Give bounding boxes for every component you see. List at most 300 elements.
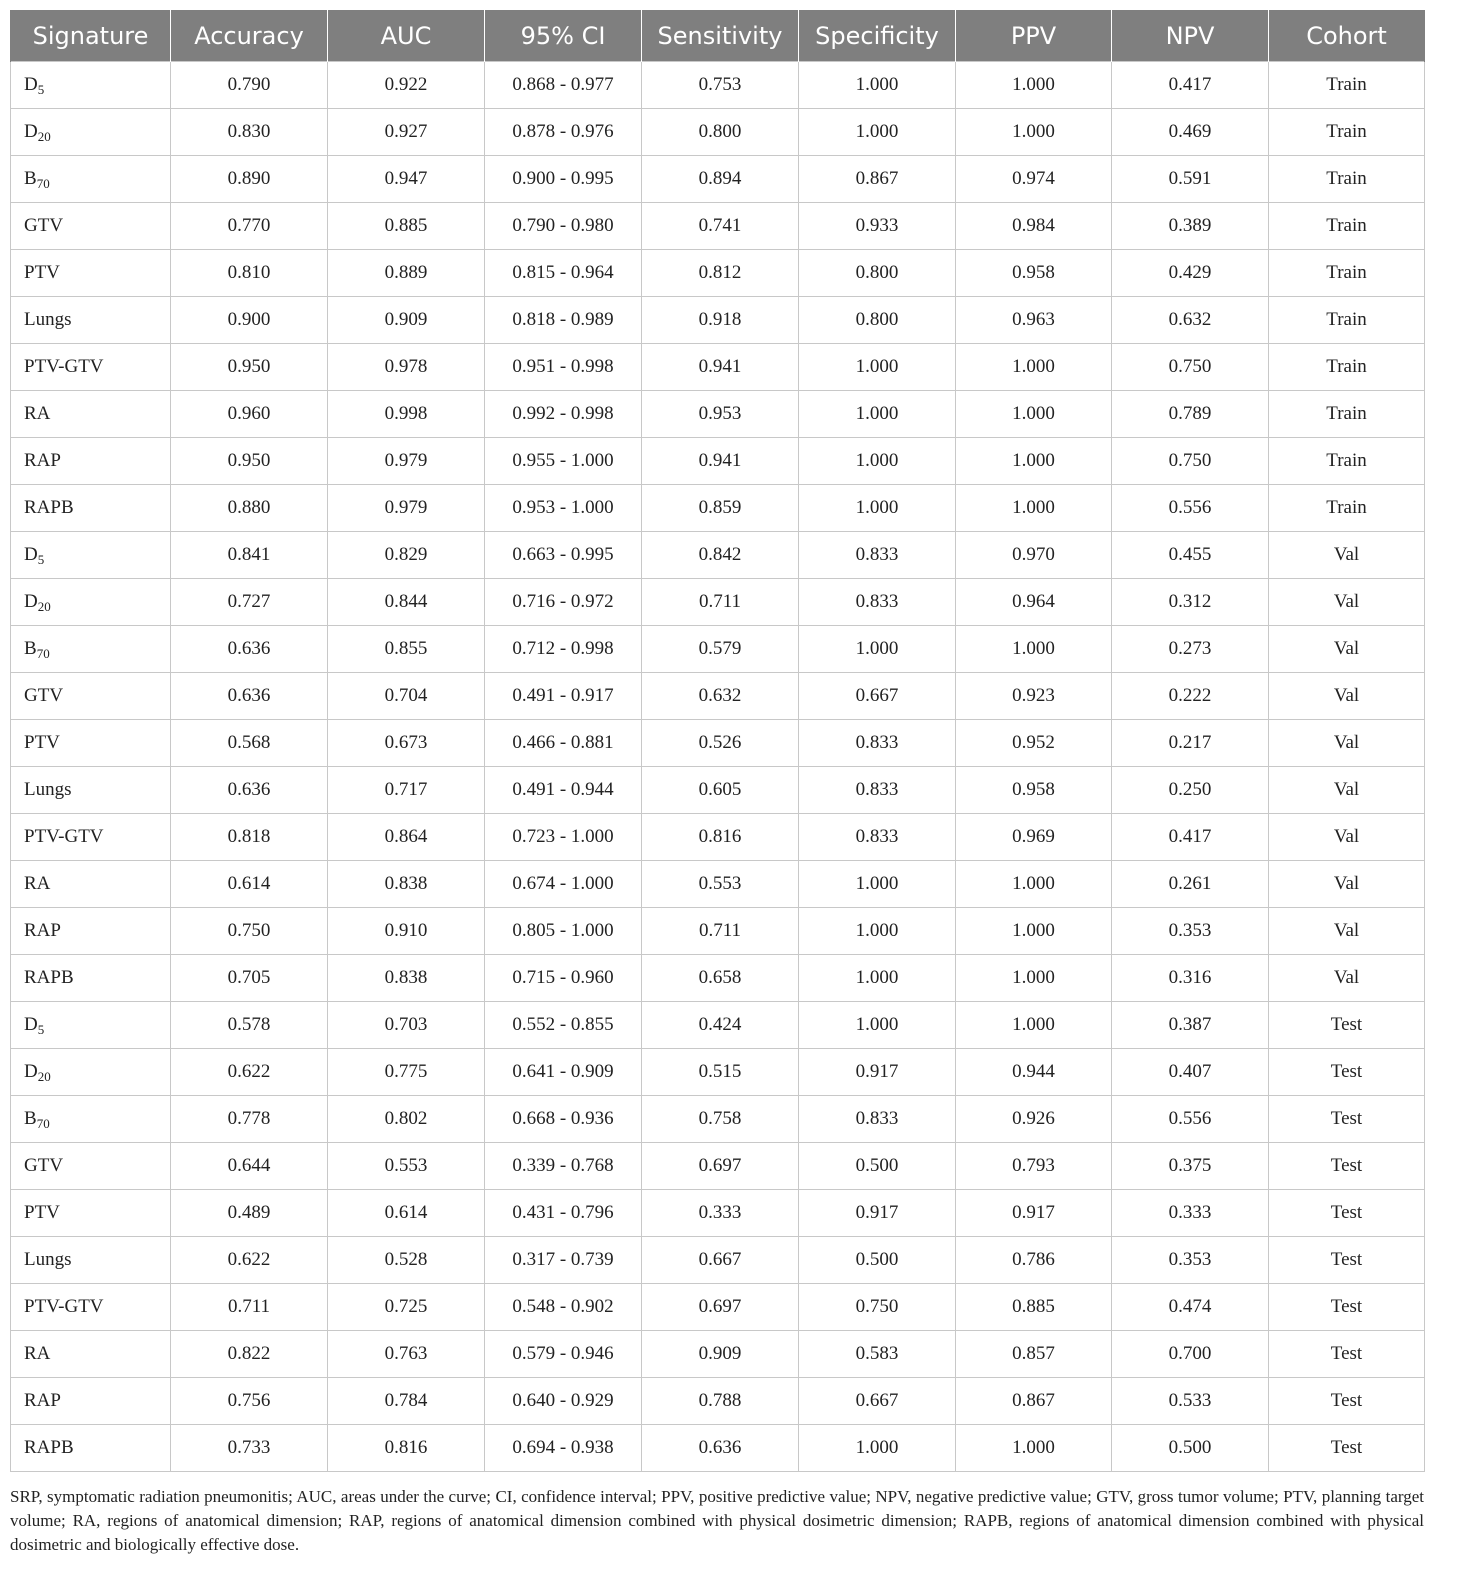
header-signature: Signature (11, 10, 171, 62)
cell-npv: 0.500 (1112, 1425, 1269, 1472)
cell-ppv: 0.917 (956, 1190, 1112, 1237)
cell-specificity: 0.500 (799, 1143, 956, 1190)
cell-ppv: 1.000 (956, 1002, 1112, 1049)
signature-label: D (24, 1061, 38, 1082)
cell-sensitivity: 0.909 (642, 1331, 799, 1378)
cell-specificity: 1.000 (799, 908, 956, 955)
cell-accuracy: 0.622 (171, 1237, 328, 1284)
cell-npv: 0.469 (1112, 109, 1269, 156)
signature-subscript: 20 (37, 599, 51, 614)
signature-label: PTV (24, 732, 60, 753)
cell-ppv: 0.885 (956, 1284, 1112, 1331)
table-row (11, 485, 1425, 532)
cell-cohort: Test (1269, 1425, 1425, 1472)
cell-signature (11, 1190, 171, 1237)
cell-signature (11, 1237, 171, 1284)
table-row (11, 626, 1425, 673)
cell-ppv: 0.926 (956, 1096, 1112, 1143)
cell-auc: 0.864 (328, 814, 485, 861)
cell-ci: 0.552 - 0.855 (485, 1002, 642, 1049)
cell-cohort: Train (1269, 297, 1425, 344)
cell-ppv: 0.944 (956, 1049, 1112, 1096)
cell-npv: 0.556 (1112, 485, 1269, 532)
signature-label: RAP (24, 1390, 61, 1411)
cell-cohort: Train (1269, 62, 1425, 109)
signature-subscript: 70 (36, 646, 50, 661)
cell-npv: 0.273 (1112, 626, 1269, 673)
cell-ppv: 0.867 (956, 1378, 1112, 1425)
signature-label: GTV (24, 1155, 64, 1176)
signature-subscript: 70 (36, 1116, 50, 1131)
cell-auc: 0.885 (328, 203, 485, 250)
cell-specificity: 0.833 (799, 1096, 956, 1143)
cell-npv: 0.407 (1112, 1049, 1269, 1096)
cell-auc: 0.703 (328, 1002, 485, 1049)
table-row (11, 673, 1425, 720)
header-accuracy: Accuracy (171, 10, 328, 62)
cell-npv: 0.217 (1112, 720, 1269, 767)
signature-label: GTV (24, 215, 64, 236)
cell-ci: 0.790 - 0.980 (485, 203, 642, 250)
cell-auc: 0.922 (328, 62, 485, 109)
cell-sensitivity: 0.526 (642, 720, 799, 767)
cell-ppv: 1.000 (956, 626, 1112, 673)
cell-ci: 0.992 - 0.998 (485, 391, 642, 438)
cell-accuracy: 0.727 (171, 579, 328, 626)
signature-label: D (24, 544, 38, 565)
cell-npv: 0.750 (1112, 344, 1269, 391)
cell-sensitivity: 0.941 (642, 438, 799, 485)
signature-label: PTV-GTV (24, 826, 104, 847)
cell-sensitivity: 0.953 (642, 391, 799, 438)
cell-specificity: 1.000 (799, 391, 956, 438)
cell-ci: 0.712 - 0.998 (485, 626, 642, 673)
header-npv: NPV (1112, 10, 1269, 62)
cell-ppv: 1.000 (956, 861, 1112, 908)
cell-npv: 0.222 (1112, 673, 1269, 720)
cell-specificity: 0.833 (799, 767, 956, 814)
cell-accuracy: 0.578 (171, 1002, 328, 1049)
cell-ci: 0.868 - 0.977 (485, 62, 642, 109)
cell-signature (11, 1002, 171, 1049)
cell-npv: 0.556 (1112, 1096, 1269, 1143)
table-container (10, 10, 1424, 1557)
cell-ci: 0.317 - 0.739 (485, 1237, 642, 1284)
cell-ppv: 0.969 (956, 814, 1112, 861)
table-row (11, 1331, 1425, 1378)
cell-auc: 0.553 (328, 1143, 485, 1190)
cell-accuracy: 0.614 (171, 861, 328, 908)
cell-npv: 0.261 (1112, 861, 1269, 908)
cell-npv: 0.789 (1112, 391, 1269, 438)
cell-auc: 0.927 (328, 109, 485, 156)
cell-sensitivity: 0.711 (642, 579, 799, 626)
signature-label: B (24, 638, 37, 659)
cell-accuracy: 0.841 (171, 532, 328, 579)
cell-accuracy: 0.636 (171, 626, 328, 673)
cell-auc: 0.816 (328, 1425, 485, 1472)
cell-cohort: Test (1269, 1096, 1425, 1143)
cell-auc: 0.910 (328, 908, 485, 955)
cell-specificity: 0.500 (799, 1237, 956, 1284)
cell-sensitivity: 0.758 (642, 1096, 799, 1143)
table-row (11, 344, 1425, 391)
cell-ci: 0.339 - 0.768 (485, 1143, 642, 1190)
cell-accuracy: 0.960 (171, 391, 328, 438)
signature-label: D (24, 591, 38, 612)
cell-specificity: 1.000 (799, 485, 956, 532)
cell-sensitivity: 0.515 (642, 1049, 799, 1096)
cell-specificity: 0.833 (799, 720, 956, 767)
cell-ppv: 0.964 (956, 579, 1112, 626)
cell-accuracy: 0.818 (171, 814, 328, 861)
cell-npv: 0.250 (1112, 767, 1269, 814)
cell-sensitivity: 0.788 (642, 1378, 799, 1425)
cell-ci: 0.953 - 1.000 (485, 485, 642, 532)
table-row (11, 1190, 1425, 1237)
cell-specificity: 0.917 (799, 1049, 956, 1096)
cell-ci: 0.955 - 1.000 (485, 438, 642, 485)
cell-accuracy: 0.489 (171, 1190, 328, 1237)
table-row (11, 532, 1425, 579)
cell-ci: 0.715 - 0.960 (485, 955, 642, 1002)
signature-label: RAP (24, 450, 61, 471)
cell-signature (11, 720, 171, 767)
signature-label: RAPB (24, 967, 74, 988)
cell-auc: 0.717 (328, 767, 485, 814)
cell-accuracy: 0.950 (171, 438, 328, 485)
cell-ci: 0.805 - 1.000 (485, 908, 642, 955)
table-row (11, 1049, 1425, 1096)
cell-npv: 0.387 (1112, 1002, 1269, 1049)
cell-specificity: 1.000 (799, 438, 956, 485)
cell-signature (11, 250, 171, 297)
cell-auc: 0.673 (328, 720, 485, 767)
cell-signature (11, 1378, 171, 1425)
cell-specificity: 1.000 (799, 626, 956, 673)
cell-ppv: 0.984 (956, 203, 1112, 250)
cell-cohort: Test (1269, 1284, 1425, 1331)
cell-sensitivity: 0.658 (642, 955, 799, 1002)
table-row (11, 1237, 1425, 1284)
cell-sensitivity: 0.424 (642, 1002, 799, 1049)
signature-label: PTV (24, 1202, 60, 1223)
cell-cohort: Val (1269, 673, 1425, 720)
cell-signature (11, 109, 171, 156)
header-ci: 95% CI (485, 10, 642, 62)
performance-table (10, 10, 1425, 1472)
cell-auc: 0.998 (328, 391, 485, 438)
cell-cohort: Val (1269, 955, 1425, 1002)
cell-cohort: Test (1269, 1331, 1425, 1378)
cell-cohort: Train (1269, 438, 1425, 485)
table-row (11, 438, 1425, 485)
cell-accuracy: 0.822 (171, 1331, 328, 1378)
cell-auc: 0.844 (328, 579, 485, 626)
cell-ppv: 0.958 (956, 767, 1112, 814)
cell-specificity: 1.000 (799, 1425, 956, 1472)
signature-label: RAP (24, 920, 61, 941)
table-row (11, 720, 1425, 767)
cell-cohort: Train (1269, 250, 1425, 297)
cell-specificity: 0.750 (799, 1284, 956, 1331)
cell-cohort: Test (1269, 1049, 1425, 1096)
cell-specificity: 0.833 (799, 579, 956, 626)
cell-sensitivity: 0.697 (642, 1143, 799, 1190)
cell-accuracy: 0.705 (171, 955, 328, 1002)
table-row (11, 908, 1425, 955)
table-row (11, 1284, 1425, 1331)
signature-label: RA (24, 873, 51, 894)
cell-sensitivity: 0.553 (642, 861, 799, 908)
cell-accuracy: 0.636 (171, 673, 328, 720)
cell-ppv: 1.000 (956, 344, 1112, 391)
signature-label: D (24, 121, 38, 142)
cell-signature (11, 673, 171, 720)
cell-auc: 0.802 (328, 1096, 485, 1143)
cell-ci: 0.491 - 0.944 (485, 767, 642, 814)
cell-ci: 0.491 - 0.917 (485, 673, 642, 720)
cell-ci: 0.818 - 0.989 (485, 297, 642, 344)
signature-label: D (24, 1014, 38, 1035)
cell-ci: 0.723 - 1.000 (485, 814, 642, 861)
cell-auc: 0.979 (328, 438, 485, 485)
cell-signature (11, 626, 171, 673)
table-row (11, 1378, 1425, 1425)
cell-cohort: Test (1269, 1190, 1425, 1237)
cell-signature (11, 767, 171, 814)
header-specificity: Specificity (799, 10, 956, 62)
table-row (11, 767, 1425, 814)
cell-sensitivity: 0.800 (642, 109, 799, 156)
cell-cohort: Test (1269, 1378, 1425, 1425)
cell-cohort: Train (1269, 203, 1425, 250)
cell-ci: 0.694 - 0.938 (485, 1425, 642, 1472)
cell-specificity: 0.833 (799, 814, 956, 861)
cell-specificity: 0.800 (799, 297, 956, 344)
signature-label: RA (24, 403, 51, 424)
cell-specificity: 0.833 (799, 532, 956, 579)
cell-auc: 0.979 (328, 485, 485, 532)
table-row (11, 203, 1425, 250)
table-row (11, 1096, 1425, 1143)
cell-accuracy: 0.750 (171, 908, 328, 955)
cell-accuracy: 0.810 (171, 250, 328, 297)
signature-label: D (24, 74, 38, 95)
cell-cohort: Train (1269, 344, 1425, 391)
cell-npv: 0.417 (1112, 62, 1269, 109)
cell-signature (11, 297, 171, 344)
cell-ppv: 1.000 (956, 908, 1112, 955)
cell-accuracy: 0.622 (171, 1049, 328, 1096)
cell-cohort: Test (1269, 1237, 1425, 1284)
cell-ci: 0.579 - 0.946 (485, 1331, 642, 1378)
cell-ppv: 0.974 (956, 156, 1112, 203)
cell-ppv: 1.000 (956, 62, 1112, 109)
signature-label: PTV-GTV (24, 356, 104, 377)
cell-sensitivity: 0.812 (642, 250, 799, 297)
cell-ppv: 1.000 (956, 485, 1112, 532)
cell-signature (11, 1049, 171, 1096)
table-row (11, 156, 1425, 203)
cell-signature (11, 485, 171, 532)
cell-signature (11, 1425, 171, 1472)
cell-auc: 0.978 (328, 344, 485, 391)
cell-auc: 0.784 (328, 1378, 485, 1425)
cell-signature (11, 1331, 171, 1378)
cell-npv: 0.700 (1112, 1331, 1269, 1378)
cell-cohort: Val (1269, 532, 1425, 579)
cell-signature (11, 579, 171, 626)
header-row (11, 10, 1425, 62)
signature-label: Lungs (24, 309, 72, 330)
cell-ci: 0.663 - 0.995 (485, 532, 642, 579)
cell-npv: 0.591 (1112, 156, 1269, 203)
signature-subscript: 20 (37, 1069, 51, 1084)
cell-npv: 0.389 (1112, 203, 1269, 250)
cell-npv: 0.353 (1112, 1237, 1269, 1284)
cell-sensitivity: 0.816 (642, 814, 799, 861)
cell-npv: 0.375 (1112, 1143, 1269, 1190)
cell-npv: 0.455 (1112, 532, 1269, 579)
cell-npv: 0.632 (1112, 297, 1269, 344)
cell-sensitivity: 0.711 (642, 908, 799, 955)
signature-label: RAPB (24, 1437, 74, 1458)
cell-cohort: Test (1269, 1143, 1425, 1190)
cell-auc: 0.838 (328, 861, 485, 908)
cell-auc: 0.614 (328, 1190, 485, 1237)
signature-label: Lungs (24, 779, 72, 800)
cell-accuracy: 0.830 (171, 109, 328, 156)
cell-specificity: 1.000 (799, 344, 956, 391)
cell-npv: 0.429 (1112, 250, 1269, 297)
cell-cohort: Val (1269, 908, 1425, 955)
cell-npv: 0.333 (1112, 1190, 1269, 1237)
cell-ppv: 1.000 (956, 955, 1112, 1002)
cell-signature (11, 391, 171, 438)
cell-ppv: 0.857 (956, 1331, 1112, 1378)
signature-subscript: 70 (36, 176, 50, 191)
cell-sensitivity: 0.918 (642, 297, 799, 344)
signature-subscript: 5 (37, 82, 45, 97)
table-row (11, 814, 1425, 861)
signature-label: B (24, 1108, 37, 1129)
cell-ci: 0.466 - 0.881 (485, 720, 642, 767)
cell-npv: 0.312 (1112, 579, 1269, 626)
cell-signature (11, 861, 171, 908)
cell-accuracy: 0.568 (171, 720, 328, 767)
table-row (11, 1425, 1425, 1472)
cell-auc: 0.947 (328, 156, 485, 203)
cell-signature (11, 532, 171, 579)
cell-accuracy: 0.770 (171, 203, 328, 250)
cell-sensitivity: 0.859 (642, 485, 799, 532)
cell-ppv: 0.963 (956, 297, 1112, 344)
cell-auc: 0.725 (328, 1284, 485, 1331)
cell-ppv: 1.000 (956, 438, 1112, 485)
cell-signature (11, 203, 171, 250)
cell-sensitivity: 0.667 (642, 1237, 799, 1284)
cell-specificity: 1.000 (799, 955, 956, 1002)
table-row (11, 250, 1425, 297)
cell-npv: 0.533 (1112, 1378, 1269, 1425)
cell-npv: 0.353 (1112, 908, 1269, 955)
cell-signature (11, 955, 171, 1002)
cell-accuracy: 0.711 (171, 1284, 328, 1331)
cell-ppv: 0.923 (956, 673, 1112, 720)
cell-signature (11, 344, 171, 391)
cell-accuracy: 0.756 (171, 1378, 328, 1425)
signature-label: PTV-GTV (24, 1296, 104, 1317)
cell-auc: 0.763 (328, 1331, 485, 1378)
cell-auc: 0.909 (328, 297, 485, 344)
cell-auc: 0.829 (328, 532, 485, 579)
cell-ppv: 1.000 (956, 109, 1112, 156)
cell-specificity: 0.667 (799, 1378, 956, 1425)
cell-ppv: 0.970 (956, 532, 1112, 579)
cell-ci: 0.716 - 0.972 (485, 579, 642, 626)
cell-cohort: Train (1269, 156, 1425, 203)
cell-signature (11, 1143, 171, 1190)
cell-specificity: 0.917 (799, 1190, 956, 1237)
cell-signature (11, 62, 171, 109)
cell-auc: 0.775 (328, 1049, 485, 1096)
cell-cohort: Train (1269, 485, 1425, 532)
cell-specificity: 0.867 (799, 156, 956, 203)
cell-signature (11, 814, 171, 861)
cell-specificity: 0.933 (799, 203, 956, 250)
signature-label: RA (24, 1343, 51, 1364)
cell-accuracy: 0.644 (171, 1143, 328, 1190)
cell-auc: 0.704 (328, 673, 485, 720)
table-row (11, 1143, 1425, 1190)
header-cohort: Cohort (1269, 10, 1425, 62)
header-ppv: PPV (956, 10, 1112, 62)
signature-subscript: 5 (37, 1022, 45, 1037)
cell-ppv: 0.786 (956, 1237, 1112, 1284)
cell-signature (11, 438, 171, 485)
table-row (11, 109, 1425, 156)
table-body (11, 62, 1425, 1472)
cell-cohort: Train (1269, 391, 1425, 438)
header-auc: AUC (328, 10, 485, 62)
cell-specificity: 1.000 (799, 861, 956, 908)
cell-sensitivity: 0.636 (642, 1425, 799, 1472)
cell-sensitivity: 0.941 (642, 344, 799, 391)
cell-ci: 0.431 - 0.796 (485, 1190, 642, 1237)
cell-cohort: Train (1269, 109, 1425, 156)
table-row (11, 579, 1425, 626)
cell-specificity: 0.667 (799, 673, 956, 720)
cell-specificity: 0.583 (799, 1331, 956, 1378)
cell-cohort: Test (1269, 1002, 1425, 1049)
cell-ppv: 0.952 (956, 720, 1112, 767)
cell-specificity: 1.000 (799, 109, 956, 156)
signature-subscript: 20 (37, 129, 51, 144)
cell-sensitivity: 0.753 (642, 62, 799, 109)
cell-ci: 0.548 - 0.902 (485, 1284, 642, 1331)
cell-accuracy: 0.880 (171, 485, 328, 532)
signature-label: PTV (24, 262, 60, 283)
cell-ci: 0.900 - 0.995 (485, 156, 642, 203)
signature-label: RAPB (24, 497, 74, 518)
cell-npv: 0.417 (1112, 814, 1269, 861)
cell-specificity: 1.000 (799, 1002, 956, 1049)
cell-accuracy: 0.790 (171, 62, 328, 109)
cell-signature (11, 908, 171, 955)
cell-auc: 0.838 (328, 955, 485, 1002)
cell-accuracy: 0.900 (171, 297, 328, 344)
